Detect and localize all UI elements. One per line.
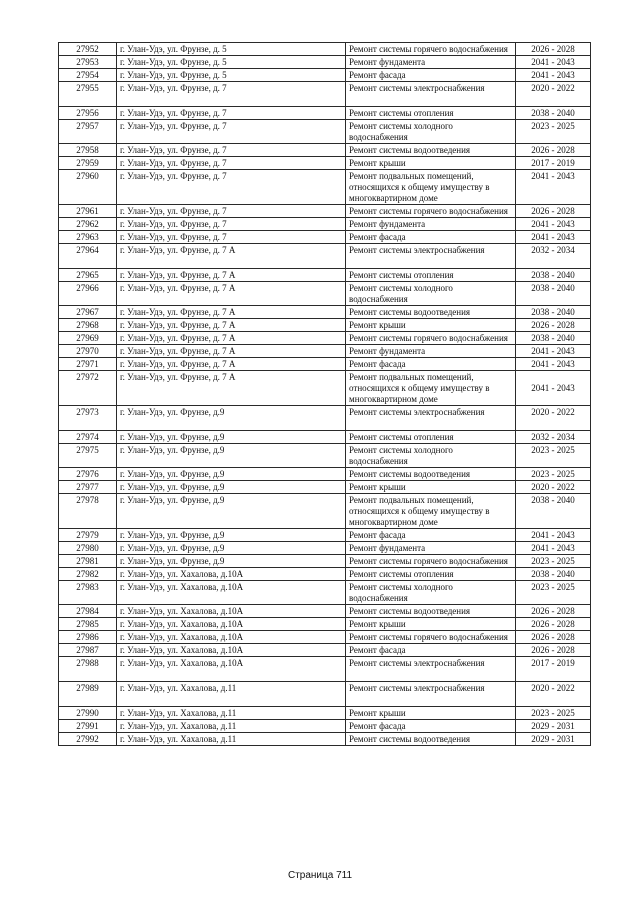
row-number-cell: 27985	[59, 618, 117, 631]
address-cell: г. Улан-Удэ, ул. Фрунзе, д.9	[117, 555, 346, 568]
address-cell: г. Улан-Удэ, ул. Фрунзе, д. 7 А	[117, 244, 346, 269]
row-number-cell: 27976	[59, 468, 117, 481]
table-row	[59, 431, 591, 444]
address-cell: г. Улан-Удэ, ул. Фрунзе, д. 5	[117, 69, 346, 82]
table-row	[59, 332, 591, 345]
table-body	[59, 43, 591, 746]
period-cell: 2020 - 2022	[516, 82, 591, 107]
row-number-cell: 27966	[59, 282, 117, 306]
table-row	[59, 444, 591, 468]
row-number-cell: 27967	[59, 306, 117, 319]
work-type-cell: Ремонт фасада	[346, 231, 516, 244]
work-type-cell: Ремонт системы электроснабжения	[346, 682, 516, 707]
table-row	[59, 170, 591, 205]
row-number-cell: 27970	[59, 345, 117, 358]
address-cell: г. Улан-Удэ, ул. Хахалова, д.10А	[117, 644, 346, 657]
row-number-cell: 27952	[59, 43, 117, 56]
period-cell: 2026 - 2028	[516, 144, 591, 157]
row-number-cell: 27956	[59, 107, 117, 120]
address-cell: г. Улан-Удэ, ул. Фрунзе, д.9	[117, 406, 346, 431]
period-cell: 2026 - 2028	[516, 319, 591, 332]
work-type-cell: Ремонт фасада	[346, 644, 516, 657]
table-row	[59, 120, 591, 144]
table-row	[59, 358, 591, 371]
table-row	[59, 631, 591, 644]
work-type-cell: Ремонт фасада	[346, 529, 516, 542]
table-row	[59, 707, 591, 720]
period-cell: 2038 - 2040	[516, 269, 591, 282]
table-row	[59, 682, 591, 707]
period-cell: 2029 - 2031	[516, 733, 591, 746]
address-cell: г. Улан-Удэ, ул. Фрунзе, д. 5	[117, 43, 346, 56]
table-row	[59, 644, 591, 657]
period-cell: 2041 - 2043	[516, 218, 591, 231]
work-type-cell: Ремонт системы водоотведения	[346, 733, 516, 746]
address-cell: г. Улан-Удэ, ул. Фрунзе, д. 7 А	[117, 332, 346, 345]
address-cell: г. Улан-Удэ, ул. Фрунзе, д. 7	[117, 218, 346, 231]
period-cell: 2038 - 2040	[516, 332, 591, 345]
table-row	[59, 56, 591, 69]
row-number-cell: 27986	[59, 631, 117, 644]
row-number-cell: 27975	[59, 444, 117, 468]
table-row	[59, 581, 591, 605]
work-type-cell: Ремонт фасада	[346, 69, 516, 82]
period-cell: 2023 - 2025	[516, 468, 591, 481]
address-cell: г. Улан-Удэ, ул. Фрунзе, д. 5	[117, 56, 346, 69]
row-number-cell: 27990	[59, 707, 117, 720]
period-cell: 2026 - 2028	[516, 631, 591, 644]
period-cell: 2041 - 2043	[516, 345, 591, 358]
row-number-cell: 27954	[59, 69, 117, 82]
work-type-cell: Ремонт крыши	[346, 618, 516, 631]
row-number-cell: 27971	[59, 358, 117, 371]
table-row	[59, 542, 591, 555]
table-row	[59, 144, 591, 157]
work-type-cell: Ремонт фундамента	[346, 345, 516, 358]
address-cell: г. Улан-Удэ, ул. Хахалова, д.11	[117, 707, 346, 720]
work-type-cell: Ремонт системы водоотведения	[346, 605, 516, 618]
address-cell: г. Улан-Удэ, ул. Фрунзе, д. 7	[117, 205, 346, 218]
period-cell: 2041 - 2043	[516, 231, 591, 244]
row-number-cell: 27981	[59, 555, 117, 568]
table-row	[59, 69, 591, 82]
work-type-cell: Ремонт системы горячего водоснабжения	[346, 205, 516, 218]
row-number-cell: 27962	[59, 218, 117, 231]
period-cell: 2041 - 2043	[516, 56, 591, 69]
work-type-cell: Ремонт фундамента	[346, 56, 516, 69]
address-cell: г. Улан-Удэ, ул. Фрунзе, д. 7	[117, 120, 346, 144]
table-row	[59, 231, 591, 244]
address-cell: г. Улан-Удэ, ул. Фрунзе, д. 7	[117, 144, 346, 157]
work-type-cell: Ремонт крыши	[346, 481, 516, 494]
address-cell: г. Улан-Удэ, ул. Фрунзе, д. 7	[117, 157, 346, 170]
row-number-cell: 27968	[59, 319, 117, 332]
row-number-cell: 27989	[59, 682, 117, 707]
row-number-cell: 27957	[59, 120, 117, 144]
row-number-cell: 27978	[59, 494, 117, 529]
document-sheet	[58, 42, 590, 746]
address-cell: г. Улан-Удэ, ул. Фрунзе, д.9	[117, 529, 346, 542]
period-cell: 2020 - 2022	[516, 406, 591, 431]
table-row	[59, 555, 591, 568]
row-number-cell: 27960	[59, 170, 117, 205]
address-cell: г. Улан-Удэ, ул. Фрунзе, д.9	[117, 431, 346, 444]
work-type-cell: Ремонт системы горячего водоснабжения	[346, 43, 516, 56]
table-row	[59, 481, 591, 494]
period-cell: 2020 - 2022	[516, 481, 591, 494]
table-row	[59, 282, 591, 306]
address-cell: г. Улан-Удэ, ул. Фрунзе, д. 7 А	[117, 319, 346, 332]
work-type-cell: Ремонт фасада	[346, 358, 516, 371]
address-cell: г. Улан-Удэ, ул. Фрунзе, д. 7 А	[117, 306, 346, 319]
address-cell: г. Улан-Удэ, ул. Фрунзе, д. 7 А	[117, 358, 346, 371]
address-cell: г. Улан-Удэ, ул. Хахалова, д.11	[117, 720, 346, 733]
table-row	[59, 306, 591, 319]
row-number-cell: 27953	[59, 56, 117, 69]
period-cell: 2038 - 2040	[516, 282, 591, 306]
work-type-cell: Ремонт системы отопления	[346, 431, 516, 444]
row-number-cell: 27988	[59, 657, 117, 682]
work-type-cell: Ремонт системы электроснабжения	[346, 82, 516, 107]
period-cell: 2023 - 2025	[516, 581, 591, 605]
work-type-cell: Ремонт подвальных помещений, относящихся к общему имуществу в многоквартирном доме	[346, 494, 516, 529]
table-row	[59, 406, 591, 431]
work-type-cell: Ремонт крыши	[346, 319, 516, 332]
address-cell: г. Улан-Удэ, ул. Хахалова, д.10А	[117, 581, 346, 605]
period-cell: 2041 - 2043	[516, 358, 591, 371]
table-row	[59, 733, 591, 746]
row-number-cell: 27965	[59, 269, 117, 282]
page-number: Страница 711	[287, 870, 353, 881]
table-row	[59, 568, 591, 581]
work-type-cell: Ремонт фундамента	[346, 218, 516, 231]
table-row	[59, 345, 591, 358]
period-cell: 2026 - 2028	[516, 644, 591, 657]
table-row	[59, 269, 591, 282]
table-row	[59, 107, 591, 120]
table-row	[59, 244, 591, 269]
table-row	[59, 529, 591, 542]
row-number-cell: 27984	[59, 605, 117, 618]
work-type-cell: Ремонт системы горячего водоснабжения	[346, 555, 516, 568]
table-row	[59, 82, 591, 107]
row-number-cell: 27982	[59, 568, 117, 581]
period-cell: 2038 - 2040	[516, 107, 591, 120]
work-type-cell: Ремонт системы водоотведения	[346, 144, 516, 157]
period-cell: 2023 - 2025	[516, 555, 591, 568]
row-number-cell: 27961	[59, 205, 117, 218]
work-type-cell: Ремонт системы горячего водоснабжения	[346, 332, 516, 345]
period-cell: 2023 - 2025	[516, 707, 591, 720]
address-cell: г. Улан-Удэ, ул. Хахалова, д.10А	[117, 631, 346, 644]
period-cell: 2038 - 2040	[516, 494, 591, 529]
address-cell: г. Улан-Удэ, ул. Хахалова, д.10А	[117, 657, 346, 682]
work-type-cell: Ремонт системы отопления	[346, 107, 516, 120]
row-number-cell: 27974	[59, 431, 117, 444]
work-type-cell: Ремонт системы электроснабжения	[346, 657, 516, 682]
row-number-cell: 27983	[59, 581, 117, 605]
work-type-cell: Ремонт системы холодного водоснабжения	[346, 581, 516, 605]
table-row	[59, 468, 591, 481]
table-row	[59, 43, 591, 56]
work-type-cell: Ремонт системы отопления	[346, 568, 516, 581]
row-number-cell: 27987	[59, 644, 117, 657]
period-cell: 2029 - 2031	[516, 720, 591, 733]
period-cell: 2026 - 2028	[516, 205, 591, 218]
row-number-cell: 27964	[59, 244, 117, 269]
period-cell: 2032 - 2034	[516, 244, 591, 269]
row-number-cell: 27963	[59, 231, 117, 244]
period-cell: 2041 - 2043	[516, 371, 591, 406]
row-number-cell: 27992	[59, 733, 117, 746]
row-number-cell: 27959	[59, 157, 117, 170]
period-cell: 2026 - 2028	[516, 605, 591, 618]
period-cell: 2017 - 2019	[516, 657, 591, 682]
address-cell: г. Улан-Удэ, ул. Фрунзе, д. 7 А	[117, 345, 346, 358]
address-cell: г. Улан-Удэ, ул. Хахалова, д.11	[117, 682, 346, 707]
work-type-cell: Ремонт системы водоотведения	[346, 306, 516, 319]
work-type-cell: Ремонт подвальных помещений, относящихся к общему имуществу в многоквартирном доме	[346, 170, 516, 205]
period-cell: 2041 - 2043	[516, 170, 591, 205]
work-type-cell: Ремонт системы отопления	[346, 269, 516, 282]
address-cell: г. Улан-Удэ, ул. Фрунзе, д. 7	[117, 231, 346, 244]
work-type-cell: Ремонт системы холодного водоснабжения	[346, 444, 516, 468]
row-number-cell: 27955	[59, 82, 117, 107]
table-row	[59, 494, 591, 529]
period-cell: 2026 - 2028	[516, 43, 591, 56]
work-type-cell: Ремонт фундамента	[346, 542, 516, 555]
table-row	[59, 605, 591, 618]
work-type-cell: Ремонт системы холодного водоснабжения	[346, 282, 516, 306]
work-type-cell: Ремонт системы электроснабжения	[346, 406, 516, 431]
work-type-cell: Ремонт фасада	[346, 720, 516, 733]
period-cell: 2038 - 2040	[516, 568, 591, 581]
work-type-cell: Ремонт подвальных помещений, относящихся к общему имуществу в многоквартирном доме	[346, 371, 516, 406]
period-cell: 2038 - 2040	[516, 306, 591, 319]
row-number-cell: 27973	[59, 406, 117, 431]
period-cell: 2041 - 2043	[516, 542, 591, 555]
period-cell: 2023 - 2025	[516, 120, 591, 144]
address-cell: г. Улан-Удэ, ул. Хахалова, д.10А	[117, 605, 346, 618]
address-cell: г. Улан-Удэ, ул. Хахалова, д.11	[117, 733, 346, 746]
row-number-cell: 27977	[59, 481, 117, 494]
table-row	[59, 371, 591, 406]
table-row	[59, 618, 591, 631]
address-cell: г. Улан-Удэ, ул. Фрунзе, д.9	[117, 481, 346, 494]
row-number-cell: 27980	[59, 542, 117, 555]
row-number-cell: 27958	[59, 144, 117, 157]
work-type-cell: Ремонт системы горячего водоснабжения	[346, 631, 516, 644]
work-type-cell: Ремонт системы холодного водоснабжения	[346, 120, 516, 144]
address-cell: г. Улан-Удэ, ул. Хахалова, д.10А	[117, 618, 346, 631]
row-number-cell: 27991	[59, 720, 117, 733]
address-cell: г. Улан-Удэ, ул. Фрунзе, д. 7 А	[117, 282, 346, 306]
address-cell: г. Улан-Удэ, ул. Фрунзе, д.9	[117, 542, 346, 555]
work-type-cell: Ремонт системы электроснабжения	[346, 244, 516, 269]
table-row	[59, 218, 591, 231]
table-row	[59, 657, 591, 682]
repair-schedule-table	[58, 42, 591, 746]
address-cell: г. Улан-Удэ, ул. Фрунзе, д. 7 А	[117, 371, 346, 406]
period-cell: 2023 - 2025	[516, 444, 591, 468]
row-number-cell: 27972	[59, 371, 117, 406]
work-type-cell: Ремонт крыши	[346, 157, 516, 170]
address-cell: г. Улан-Удэ, ул. Фрунзе, д.9	[117, 468, 346, 481]
period-cell: 2041 - 2043	[516, 69, 591, 82]
period-cell: 2017 - 2019	[516, 157, 591, 170]
address-cell: г. Улан-Удэ, ул. Хахалова, д.10А	[117, 568, 346, 581]
period-cell: 2020 - 2022	[516, 682, 591, 707]
row-number-cell: 27979	[59, 529, 117, 542]
row-number-cell: 27969	[59, 332, 117, 345]
address-cell: г. Улан-Удэ, ул. Фрунзе, д.9	[117, 444, 346, 468]
period-cell: 2026 - 2028	[516, 618, 591, 631]
table-row	[59, 319, 591, 332]
address-cell: г. Улан-Удэ, ул. Фрунзе, д. 7 А	[117, 269, 346, 282]
address-cell: г. Улан-Удэ, ул. Фрунзе, д. 7	[117, 82, 346, 107]
address-cell: г. Улан-Удэ, ул. Фрунзе, д.9	[117, 494, 346, 529]
period-cell: 2041 - 2043	[516, 529, 591, 542]
work-type-cell: Ремонт системы водоотведения	[346, 468, 516, 481]
work-type-cell: Ремонт крыши	[346, 707, 516, 720]
table-row	[59, 720, 591, 733]
table-row	[59, 205, 591, 218]
address-cell: г. Улан-Удэ, ул. Фрунзе, д. 7	[117, 107, 346, 120]
address-cell: г. Улан-Удэ, ул. Фрунзе, д. 7	[117, 170, 346, 205]
table-row	[59, 157, 591, 170]
period-cell: 2032 - 2034	[516, 431, 591, 444]
